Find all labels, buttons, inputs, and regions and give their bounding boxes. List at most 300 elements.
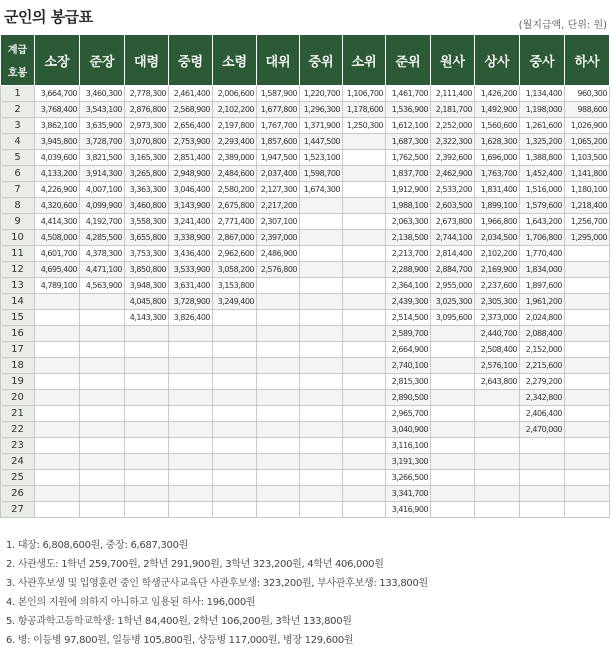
- pay-cell: 2,305,300: [475, 294, 520, 310]
- pay-cell: 4,045,800: [125, 294, 169, 310]
- step-cell: 7: [1, 182, 35, 198]
- pay-cell: 3,095,600: [431, 310, 475, 326]
- pay-cell: 3,165,300: [125, 150, 169, 166]
- step-cell: 18: [1, 358, 35, 374]
- rank-header: 대위: [257, 35, 300, 86]
- step-cell: 11: [1, 246, 35, 262]
- pay-cell: [35, 422, 80, 438]
- pay-cell: 4,378,300: [80, 246, 125, 262]
- step-cell: 3: [1, 118, 35, 134]
- pay-cell: 1,026,900: [565, 118, 610, 134]
- table-row: [1, 294, 610, 310]
- pay-cell: [257, 486, 300, 502]
- pay-cell: [565, 294, 610, 310]
- pay-cell: [35, 438, 80, 454]
- pay-cell: 3,249,400: [213, 294, 257, 310]
- pay-cell: [300, 278, 343, 294]
- pay-cell: [257, 438, 300, 454]
- pay-cell: [565, 246, 610, 262]
- pay-cell: 3,460,800: [125, 198, 169, 214]
- pay-cell: [80, 502, 125, 518]
- pay-cell: 2,656,400: [169, 118, 213, 134]
- pay-cell: [169, 406, 213, 422]
- pay-cell: 3,753,300: [125, 246, 169, 262]
- rank-header: 중사: [520, 35, 565, 86]
- pay-cell: 2,373,000: [475, 310, 520, 326]
- pay-table: [0, 35, 610, 518]
- table-row: [1, 230, 610, 246]
- pay-cell: 1,767,700: [257, 118, 300, 134]
- pay-cell: [125, 470, 169, 486]
- pay-cell: [565, 470, 610, 486]
- pay-cell: [80, 438, 125, 454]
- pay-cell: [35, 470, 80, 486]
- step-cell: 25: [1, 470, 35, 486]
- pay-cell: 4,414,300: [35, 214, 80, 230]
- pay-cell: [431, 374, 475, 390]
- pay-cell: 3,826,400: [169, 310, 213, 326]
- note-line: 5. 항공과학고등학교학생: 1학년 84,400원, 2학년 106,200원, 3학년 133,800원: [6, 616, 352, 627]
- pay-cell: 3,338,900: [169, 230, 213, 246]
- pay-cell: [565, 374, 610, 390]
- pay-cell: [343, 454, 386, 470]
- pay-cell: 2,215,600: [520, 358, 565, 374]
- pay-cell: 1,687,300: [386, 134, 431, 150]
- step-cell: 15: [1, 310, 35, 326]
- pay-cell: 2,342,800: [520, 390, 565, 406]
- pay-cell: [35, 342, 80, 358]
- pay-cell: 2,973,300: [125, 118, 169, 134]
- pay-cell: [343, 246, 386, 262]
- pay-cell: 4,789,100: [35, 278, 80, 294]
- pay-cell: 960,300: [565, 86, 610, 102]
- step-cell: 27: [1, 502, 35, 518]
- pay-cell: [431, 342, 475, 358]
- pay-cell: 1,523,100: [300, 150, 343, 166]
- step-cell: 19: [1, 374, 35, 390]
- corner-cell: [1, 35, 35, 86]
- pay-cell: [300, 406, 343, 422]
- pay-cell: 2,181,700: [431, 102, 475, 118]
- notes: [6, 536, 428, 650]
- pay-cell: [80, 310, 125, 326]
- pay-cell: [257, 470, 300, 486]
- pay-cell: [431, 486, 475, 502]
- pay-cell: 4,007,100: [80, 182, 125, 198]
- pay-cell: 2,589,700: [386, 326, 431, 342]
- table-row: [1, 214, 610, 230]
- pay-cell: [300, 262, 343, 278]
- pay-cell: 1,706,800: [520, 230, 565, 246]
- pay-cell: 2,851,400: [169, 150, 213, 166]
- pay-cell: [80, 454, 125, 470]
- pay-cell: [213, 502, 257, 518]
- step-cell: 17: [1, 342, 35, 358]
- rank-header: 중령: [169, 35, 213, 86]
- pay-cell: 1,178,600: [343, 102, 386, 118]
- pay-cell: 2,138,500: [386, 230, 431, 246]
- pay-cell: 2,006,600: [213, 86, 257, 102]
- pay-cell: 1,256,700: [565, 214, 610, 230]
- pay-cell: [125, 502, 169, 518]
- pay-cell: [343, 166, 386, 182]
- pay-cell: [257, 342, 300, 358]
- pay-cell: [80, 406, 125, 422]
- pay-cell: [300, 470, 343, 486]
- pay-cell: [35, 390, 80, 406]
- pay-cell: [343, 374, 386, 390]
- pay-cell: 3,025,300: [431, 294, 475, 310]
- pay-cell: [257, 294, 300, 310]
- pay-cell: [343, 502, 386, 518]
- pay-cell: [125, 342, 169, 358]
- pay-cell: [125, 486, 169, 502]
- pay-cell: 2,034,500: [475, 230, 520, 246]
- pay-cell: [475, 454, 520, 470]
- rank-header: 준위: [386, 35, 431, 86]
- pay-cell: [257, 406, 300, 422]
- rank-header: 소위: [343, 35, 386, 86]
- table-row: [1, 262, 610, 278]
- pay-cell: [520, 502, 565, 518]
- pay-cell: [125, 326, 169, 342]
- rank-header: 원사: [431, 35, 475, 86]
- pay-cell: [169, 326, 213, 342]
- pay-cell: [169, 502, 213, 518]
- pay-cell: [343, 390, 386, 406]
- rank-header: 중위: [300, 35, 343, 86]
- table-row: [1, 470, 610, 486]
- pay-cell: 2,675,800: [213, 198, 257, 214]
- pay-cell: 2,288,900: [386, 262, 431, 278]
- pay-cell: 2,252,000: [431, 118, 475, 134]
- pay-cell: 2,744,100: [431, 230, 475, 246]
- pay-cell: 1,763,700: [475, 166, 520, 182]
- pay-cell: 4,601,700: [35, 246, 80, 262]
- pay-cell: 2,814,400: [431, 246, 475, 262]
- pay-cell: 4,320,600: [35, 198, 80, 214]
- pay-cell: [300, 246, 343, 262]
- pay-cell: [125, 374, 169, 390]
- pay-cell: [565, 278, 610, 294]
- pay-cell: [80, 294, 125, 310]
- pay-cell: [80, 486, 125, 502]
- table-row: [1, 358, 610, 374]
- pay-cell: 4,285,500: [80, 230, 125, 246]
- pay-cell: 3,533,900: [169, 262, 213, 278]
- table-row: [1, 182, 610, 198]
- pay-cell: [343, 470, 386, 486]
- pay-cell: [35, 326, 80, 342]
- pay-cell: 2,322,300: [431, 134, 475, 150]
- pay-cell: 4,226,900: [35, 182, 80, 198]
- pay-cell: 2,111,400: [431, 86, 475, 102]
- pay-cell: 2,533,200: [431, 182, 475, 198]
- pay-cell: [300, 230, 343, 246]
- pay-cell: [300, 454, 343, 470]
- pay-cell: 4,563,900: [80, 278, 125, 294]
- pay-cell: [125, 406, 169, 422]
- pay-cell: 4,508,000: [35, 230, 80, 246]
- pay-cell: [343, 326, 386, 342]
- pay-cell: [431, 406, 475, 422]
- pay-cell: 3,543,100: [80, 102, 125, 118]
- pay-cell: [257, 310, 300, 326]
- pay-cell: [343, 342, 386, 358]
- table-row: [1, 374, 610, 390]
- pay-cell: 1,560,600: [475, 118, 520, 134]
- pay-cell: 1,218,400: [565, 198, 610, 214]
- pay-cell: [35, 358, 80, 374]
- pay-cell: [213, 454, 257, 470]
- pay-cell: 1,296,300: [300, 102, 343, 118]
- pay-cell: 3,241,400: [169, 214, 213, 230]
- pay-cell: 3,116,100: [386, 438, 431, 454]
- pay-cell: 3,341,700: [386, 486, 431, 502]
- pay-cell: 2,307,100: [257, 214, 300, 230]
- pay-cell: 1,516,000: [520, 182, 565, 198]
- pay-cell: 1,452,400: [520, 166, 565, 182]
- rank-header: 하사: [565, 35, 610, 86]
- pay-cell: 3,728,900: [169, 294, 213, 310]
- pay-cell: 2,293,400: [213, 134, 257, 150]
- pay-cell: [35, 454, 80, 470]
- pay-cell: [257, 374, 300, 390]
- pay-cell: 2,217,200: [257, 198, 300, 214]
- pay-cell: [300, 438, 343, 454]
- pay-cell: 2,461,400: [169, 86, 213, 102]
- pay-cell: 3,728,700: [80, 134, 125, 150]
- pay-cell: [343, 422, 386, 438]
- pay-cell: 1,612,100: [386, 118, 431, 134]
- pay-cell: 2,962,600: [213, 246, 257, 262]
- pay-cell: [80, 470, 125, 486]
- pay-cell: [343, 310, 386, 326]
- pay-cell: [169, 470, 213, 486]
- pay-cell: 2,462,900: [431, 166, 475, 182]
- pay-cell: 2,603,500: [431, 198, 475, 214]
- pay-cell: [300, 326, 343, 342]
- pay-cell: 2,024,800: [520, 310, 565, 326]
- pay-cell: 3,436,400: [169, 246, 213, 262]
- pay-cell: [475, 470, 520, 486]
- pay-cell: [343, 278, 386, 294]
- pay-cell: 2,965,700: [386, 406, 431, 422]
- pay-cell: 2,397,000: [257, 230, 300, 246]
- pay-cell: 1,141,800: [565, 166, 610, 182]
- pay-cell: 1,696,000: [475, 150, 520, 166]
- pay-cell: 2,102,200: [213, 102, 257, 118]
- pay-cell: [300, 374, 343, 390]
- pay-cell: [169, 374, 213, 390]
- pay-cell: [213, 326, 257, 342]
- pay-cell: 1,492,900: [475, 102, 520, 118]
- pay-table-body: [1, 86, 610, 518]
- pay-cell: 1,961,200: [520, 294, 565, 310]
- table-row: [1, 422, 610, 438]
- pay-cell: 2,484,600: [213, 166, 257, 182]
- step-cell: 12: [1, 262, 35, 278]
- pay-cell: [475, 406, 520, 422]
- pay-cell: 1,295,000: [565, 230, 610, 246]
- pay-cell: 3,363,300: [125, 182, 169, 198]
- pay-cell: 2,664,900: [386, 342, 431, 358]
- pay-cell: 2,948,900: [169, 166, 213, 182]
- note-line: 1. 대장: 6,808,600원, 중장: 6,687,300원: [6, 540, 189, 551]
- pay-cell: 3,266,500: [386, 470, 431, 486]
- pay-cell: 1,598,700: [300, 166, 343, 182]
- note-line: 6. 병: 이등병 97,800원, 일등병 105,800원, 상등병 117,000원, 병장 129,600원: [6, 635, 354, 646]
- pay-cell: [125, 438, 169, 454]
- rank-header: 소령: [213, 35, 257, 86]
- pay-cell: [213, 406, 257, 422]
- rank-header: 준장: [80, 35, 125, 86]
- pay-cell: [169, 454, 213, 470]
- pay-cell: 2,890,500: [386, 390, 431, 406]
- pay-cell: 3,153,800: [213, 278, 257, 294]
- pay-cell: [431, 470, 475, 486]
- pay-cell: 1,837,700: [386, 166, 431, 182]
- pay-cell: [300, 294, 343, 310]
- pay-cell: [431, 422, 475, 438]
- pay-cell: [343, 486, 386, 502]
- header-row: [1, 35, 610, 86]
- pay-cell: 4,695,400: [35, 262, 80, 278]
- pay-cell: 2,440,700: [475, 326, 520, 342]
- pay-cell: 1,065,200: [565, 134, 610, 150]
- table-row: [1, 486, 610, 502]
- pay-cell: [431, 438, 475, 454]
- table-row: [1, 86, 610, 102]
- table-row: [1, 326, 610, 342]
- table-row: [1, 278, 610, 294]
- corner-rank-label: 계급: [7, 45, 28, 56]
- pay-cell: 1,762,500: [386, 150, 431, 166]
- pay-cell: 3,821,500: [80, 150, 125, 166]
- pay-cell: 3,460,300: [80, 86, 125, 102]
- pay-cell: [565, 358, 610, 374]
- pay-cell: 2,197,800: [213, 118, 257, 134]
- pay-cell: [35, 294, 80, 310]
- pay-cell: [565, 422, 610, 438]
- pay-cell: 2,088,400: [520, 326, 565, 342]
- pay-cell: [169, 422, 213, 438]
- pay-cell: 1,180,100: [565, 182, 610, 198]
- pay-cell: [80, 326, 125, 342]
- pay-cell: 2,576,100: [475, 358, 520, 374]
- pay-cell: 1,677,800: [257, 102, 300, 118]
- pay-cell: [125, 358, 169, 374]
- table-row: [1, 246, 610, 262]
- pay-cell: [343, 214, 386, 230]
- pay-cell: [431, 502, 475, 518]
- pay-cell: [80, 342, 125, 358]
- corner-step-label: 호봉: [7, 68, 28, 79]
- pay-cell: 1,325,200: [520, 134, 565, 150]
- pay-cell: [475, 486, 520, 502]
- pay-cell: 2,514,500: [386, 310, 431, 326]
- pay-cell: 2,778,300: [125, 86, 169, 102]
- pay-cell: 1,947,500: [257, 150, 300, 166]
- pay-cell: 2,876,800: [125, 102, 169, 118]
- pay-cell: 4,471,100: [80, 262, 125, 278]
- pay-cell: 2,152,000: [520, 342, 565, 358]
- pay-cell: 2,486,900: [257, 246, 300, 262]
- pay-cell: [169, 438, 213, 454]
- pay-cell: 2,392,600: [431, 150, 475, 166]
- step-cell: 14: [1, 294, 35, 310]
- rank-header: 상사: [475, 35, 520, 86]
- step-cell: 5: [1, 150, 35, 166]
- pay-cell: 2,470,000: [520, 422, 565, 438]
- pay-cell: [300, 342, 343, 358]
- pay-cell: [343, 182, 386, 198]
- pay-cell: 1,426,200: [475, 86, 520, 102]
- pay-cell: [213, 390, 257, 406]
- step-cell: 24: [1, 454, 35, 470]
- table-row: [1, 310, 610, 326]
- pay-cell: 2,568,900: [169, 102, 213, 118]
- table-row: [1, 198, 610, 214]
- pay-cell: 1,770,400: [520, 246, 565, 262]
- pay-cell: [300, 390, 343, 406]
- pay-cell: 3,768,400: [35, 102, 80, 118]
- table-row: [1, 150, 610, 166]
- pay-cell: 2,643,800: [475, 374, 520, 390]
- pay-cell: [565, 326, 610, 342]
- pay-cell: [343, 358, 386, 374]
- pay-cell: 2,406,400: [520, 406, 565, 422]
- pay-cell: 4,143,300: [125, 310, 169, 326]
- pay-cell: [431, 326, 475, 342]
- pay-cell: 2,102,200: [475, 246, 520, 262]
- pay-cell: 3,416,900: [386, 502, 431, 518]
- pay-cell: [257, 358, 300, 374]
- pay-cell: [565, 438, 610, 454]
- pay-cell: 2,389,000: [213, 150, 257, 166]
- pay-cell: 4,192,700: [80, 214, 125, 230]
- pay-cell: 3,635,900: [80, 118, 125, 134]
- pay-cell: 2,884,700: [431, 262, 475, 278]
- pay-cell: [343, 134, 386, 150]
- page-title: 군인의 봉급표: [4, 8, 93, 26]
- pay-cell: [475, 502, 520, 518]
- pay-cell: [431, 454, 475, 470]
- pay-cell: 2,815,300: [386, 374, 431, 390]
- pay-cell: 3,914,300: [80, 166, 125, 182]
- pay-cell: [565, 390, 610, 406]
- pay-cell: 2,063,300: [386, 214, 431, 230]
- pay-cell: 3,265,800: [125, 166, 169, 182]
- pay-cell: 1,198,000: [520, 102, 565, 118]
- pay-cell: [300, 486, 343, 502]
- table-row: [1, 454, 610, 470]
- pay-cell: [565, 262, 610, 278]
- pay-cell: 1,988,100: [386, 198, 431, 214]
- pay-cell: [35, 406, 80, 422]
- pay-cell: 4,133,200: [35, 166, 80, 182]
- pay-cell: [169, 358, 213, 374]
- pay-cell: [475, 438, 520, 454]
- pay-cell: [125, 422, 169, 438]
- pay-cell: [257, 278, 300, 294]
- pay-cell: [213, 438, 257, 454]
- pay-cell: 1,371,900: [300, 118, 343, 134]
- pay-cell: 1,461,700: [386, 86, 431, 102]
- pay-cell: [35, 486, 80, 502]
- pay-cell: [565, 486, 610, 502]
- pay-cell: [343, 262, 386, 278]
